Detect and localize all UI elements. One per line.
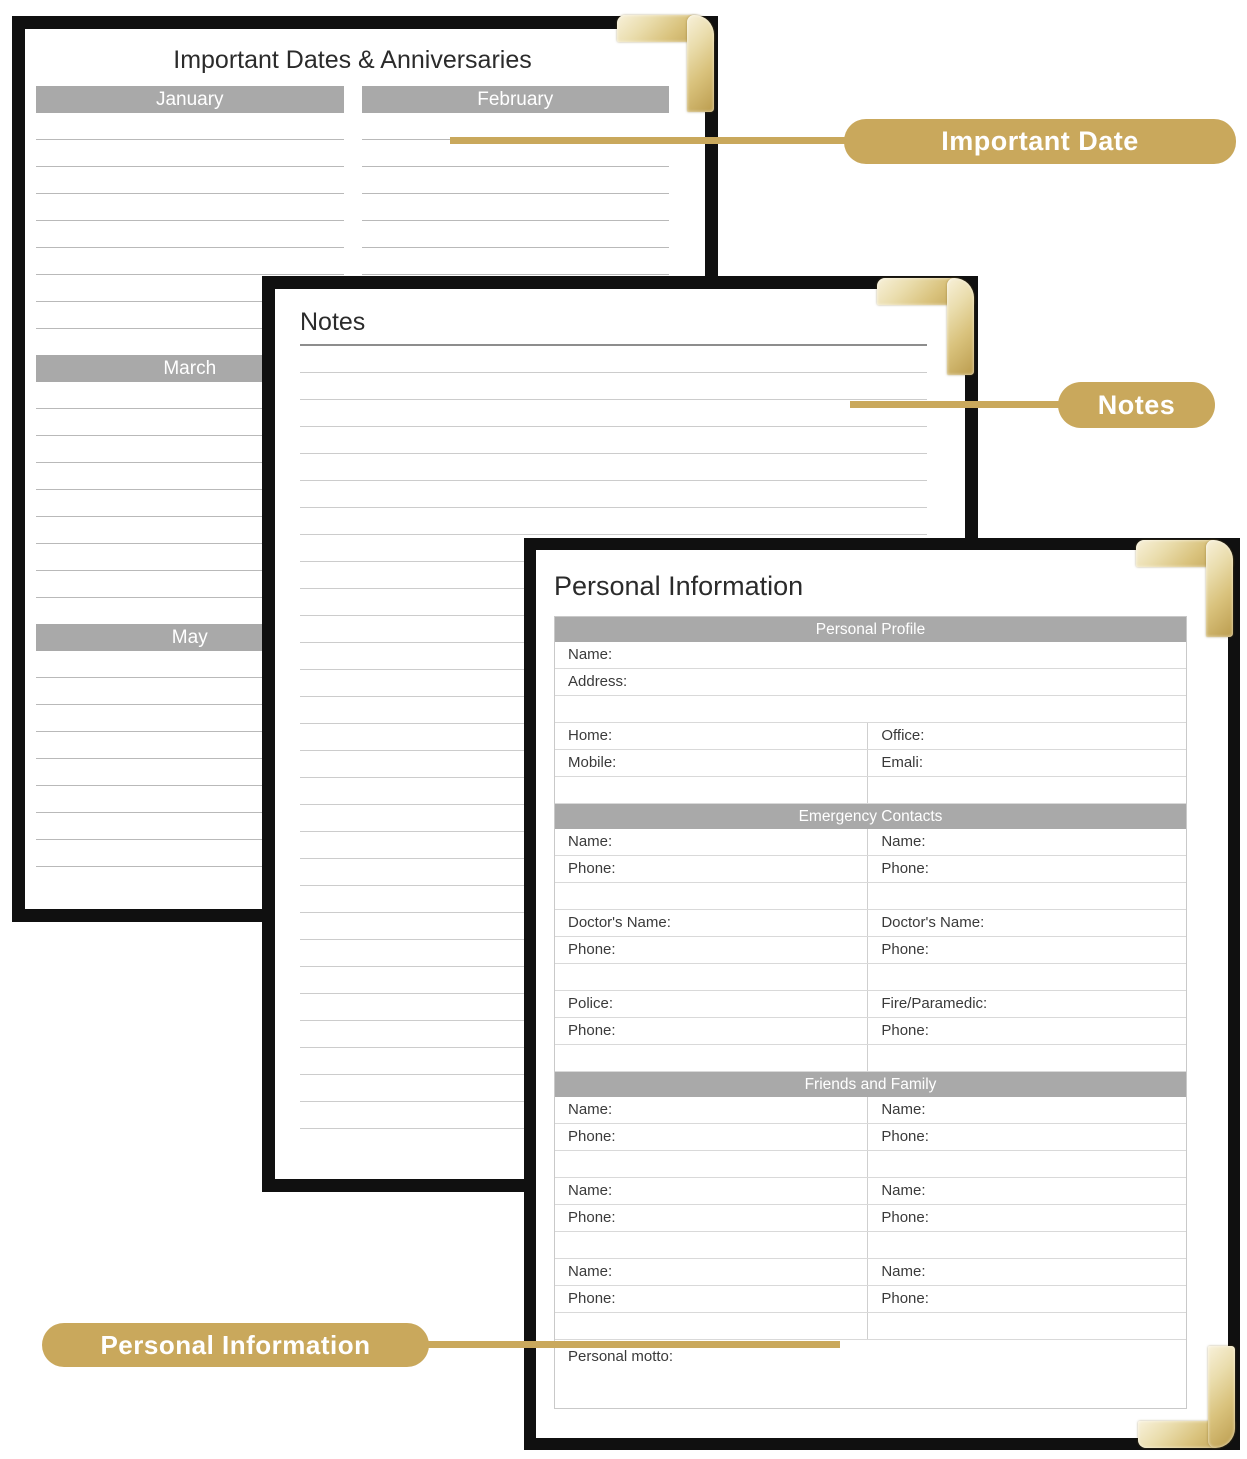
spacer-cell (555, 777, 867, 803)
spacer-cell (867, 883, 1186, 909)
field-label: Phone: (867, 937, 1186, 963)
field-label: Phone: (867, 1205, 1186, 1231)
table-row (555, 910, 1186, 937)
table-row (555, 1232, 1186, 1259)
spacer-cell (555, 883, 867, 909)
table-row (555, 723, 1186, 750)
field-label: Name: (867, 1097, 1186, 1123)
ruled-line (36, 194, 344, 221)
spacer-cell (867, 1151, 1186, 1177)
field-label: Name: (867, 829, 1186, 855)
ruled-line (300, 400, 927, 427)
ruled-line (300, 508, 927, 535)
table-row (555, 1313, 1186, 1340)
personal-info-content (536, 550, 1228, 1409)
table-row (555, 829, 1186, 856)
field-label: Phone: (568, 1209, 616, 1226)
table-row (555, 1151, 1186, 1178)
callout-pill-important-date: Important Date (844, 119, 1236, 164)
month-header-label: January (36, 86, 344, 113)
spacer-cell (867, 1313, 1186, 1339)
spacer-cell (555, 1313, 867, 1339)
personal-info-page (524, 538, 1240, 1450)
table-row (555, 937, 1186, 964)
ruled-line (362, 167, 670, 194)
personal-motto-label: Personal motto: (568, 1348, 674, 1365)
ruled-line (362, 248, 670, 275)
table-row (555, 1205, 1186, 1232)
field-label: Phone: (568, 860, 616, 877)
field-label: Fire/Paramedic: (867, 991, 1186, 1017)
table-row (555, 964, 1186, 991)
spacer-cell (867, 1045, 1186, 1071)
table-row (555, 1259, 1186, 1286)
month-header-label: February (362, 86, 670, 113)
spacer-cell (555, 1045, 867, 1071)
personal-motto-row (555, 1340, 1186, 1408)
field-label: Phone: (867, 856, 1186, 882)
table-row (555, 1018, 1186, 1045)
ruled-line (362, 194, 670, 221)
field-label: Address: (568, 673, 628, 690)
table-row (555, 669, 1186, 696)
ruled-line (300, 481, 927, 508)
field-label: Phone: (867, 1286, 1186, 1312)
ruled-line (300, 427, 927, 454)
spacer-cell (867, 777, 1186, 803)
field-label: Office: (867, 723, 1186, 749)
ruled-line (36, 167, 344, 194)
gold-corner-bottom-arm (1138, 1421, 1235, 1448)
field-label: Emali: (867, 750, 1186, 776)
table-row (555, 1286, 1186, 1313)
field-label: Name: (867, 1178, 1186, 1204)
field-label: Phone: (568, 1022, 616, 1039)
spacer-cell (555, 1151, 867, 1177)
month-header-label: May (36, 624, 344, 651)
ruled-line (36, 221, 344, 248)
spacer-cell (555, 1232, 867, 1258)
table-row (555, 1045, 1186, 1072)
table-row (555, 1097, 1186, 1124)
spacer-cell (555, 696, 1186, 722)
month-header-label: March (36, 355, 344, 382)
important-dates-title: Important Dates & Anniversaries (173, 46, 532, 74)
field-label: Name: (568, 1101, 613, 1118)
callout-pill-notes: Notes (1058, 382, 1215, 428)
table-row (555, 883, 1186, 910)
ruled-line (300, 373, 927, 400)
ruled-line (362, 221, 670, 248)
field-label: Doctor's Name: (867, 910, 1186, 936)
field-label: Phone: (568, 1290, 616, 1307)
ruled-line (362, 113, 670, 140)
connector-line-important-date (450, 137, 850, 144)
ruled-line (362, 140, 670, 167)
connector-line-personal-information (427, 1341, 840, 1348)
ruled-line (36, 113, 344, 140)
field-label: Name: (568, 646, 613, 663)
table-row (555, 1178, 1186, 1205)
ruled-line (36, 248, 344, 275)
table-row (555, 642, 1186, 669)
table-row (555, 856, 1186, 883)
field-label: Name: (568, 1263, 613, 1280)
field-label: Phone: (568, 1128, 616, 1145)
spacer-cell (867, 964, 1186, 990)
ruled-line (300, 454, 927, 481)
field-label: Home: (568, 727, 613, 744)
field-label: Mobile: (568, 754, 617, 771)
table-row (555, 750, 1186, 777)
ruled-line (300, 346, 927, 373)
connector-line-notes (850, 401, 1062, 408)
field-label: Phone: (568, 941, 616, 958)
table-row (555, 777, 1186, 804)
field-label: Name: (867, 1259, 1186, 1285)
table-row (555, 1124, 1186, 1151)
personal-info-title: Personal Information (554, 571, 804, 601)
field-label: Name: (568, 833, 613, 850)
field-label: Phone: (867, 1018, 1186, 1044)
table-row (555, 991, 1186, 1018)
section-header: Personal Profile (555, 617, 1186, 642)
ruled-line (36, 140, 344, 167)
table-row (555, 696, 1186, 723)
field-label: Doctor's Name: (568, 914, 671, 931)
field-label: Name: (568, 1182, 613, 1199)
section-header: Emergency Contacts (555, 804, 1186, 829)
field-label: Phone: (867, 1124, 1186, 1150)
notes-title: Notes (300, 307, 927, 346)
callout-pill-personal-information: Personal Information (42, 1323, 429, 1367)
field-label: Police: (568, 995, 614, 1012)
spacer-cell (555, 964, 867, 990)
personal-info-table (554, 616, 1187, 1409)
spacer-cell (867, 1232, 1186, 1258)
section-header: Friends and Family (555, 1072, 1186, 1097)
